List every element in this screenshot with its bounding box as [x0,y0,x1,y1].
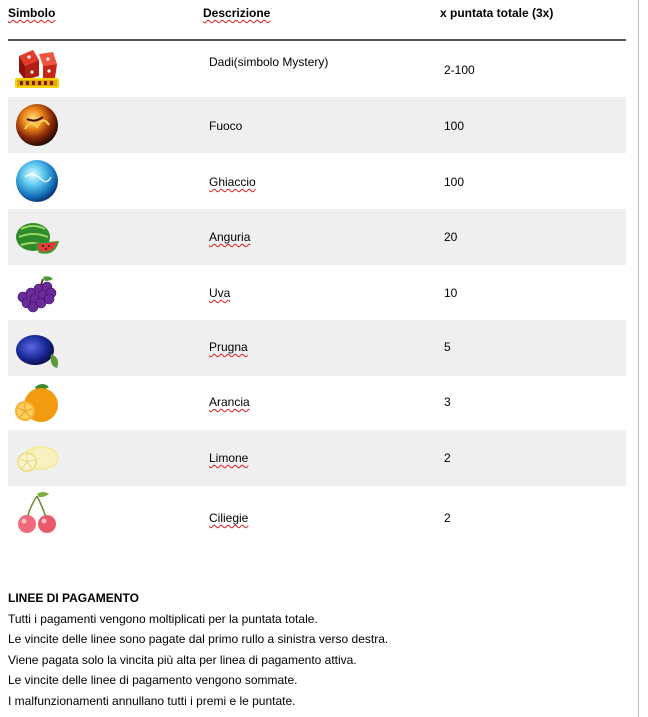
header-payout: x puntata totale (3x) [440,6,554,20]
row-description: Fuoco [209,119,243,133]
page-border-line [638,0,639,717]
dice-mystery-icon [13,46,61,94]
row-payout: 10 [444,286,458,300]
plum-icon [13,324,61,372]
header-description: Descrizione [203,6,271,20]
paylines-line: Le vincite delle linee sono pagate dal primo rullo a sinistra verso destra. [8,632,389,647]
row-description: Prugna [209,340,248,354]
row-description: Uva [209,286,231,300]
row-payout: 5 [444,340,451,354]
grapes-icon [13,269,61,317]
row-payout: 3 [444,395,451,409]
ice-orb-icon [13,157,61,205]
row-payout: 2-100 [444,63,475,77]
row-description: Arancia [209,395,250,409]
header-symbol: Simbolo [8,6,56,20]
row-payout: 100 [444,175,465,189]
row-description: Dadi(simbolo Mystery) [209,55,329,69]
table-row [8,42,626,98]
table-row [8,320,626,376]
row-description: Anguria [209,230,251,244]
table-row [8,209,626,265]
row-payout: 2 [444,451,451,465]
paylines-line: Viene pagata solo la vincita più alta per linea di pagamento attiva. [8,652,357,667]
table-row [8,486,626,542]
watermelon-icon [13,213,61,261]
header-divider [8,39,626,41]
cherries-icon [13,488,61,536]
orange-icon [13,379,61,427]
lemon-icon [13,434,61,482]
row-payout: 100 [444,119,465,133]
fire-orb-icon [13,101,61,149]
row-description: Ghiaccio [209,175,256,189]
table-row [8,375,626,431]
table-row [8,265,626,321]
paylines-section [8,588,388,712]
paylines-title: LINEE DI PAGAMENTO [8,591,139,605]
table-row [8,153,626,209]
row-payout: 2 [444,511,451,525]
table-row [8,430,626,486]
paylines-line: I malfunzionamenti annullano tutti i premi e le puntate. [8,693,296,708]
row-description: Limone [209,451,249,465]
paylines-line: Tutti i pagamenti vengono moltiplicati per la puntata totale. [8,611,318,626]
row-description: Ciliegie [209,511,249,525]
paylines-line: Le vincite delle linee di pagamento vengono sommate. [8,673,298,688]
table-row [8,97,626,153]
row-payout: 20 [444,230,458,244]
